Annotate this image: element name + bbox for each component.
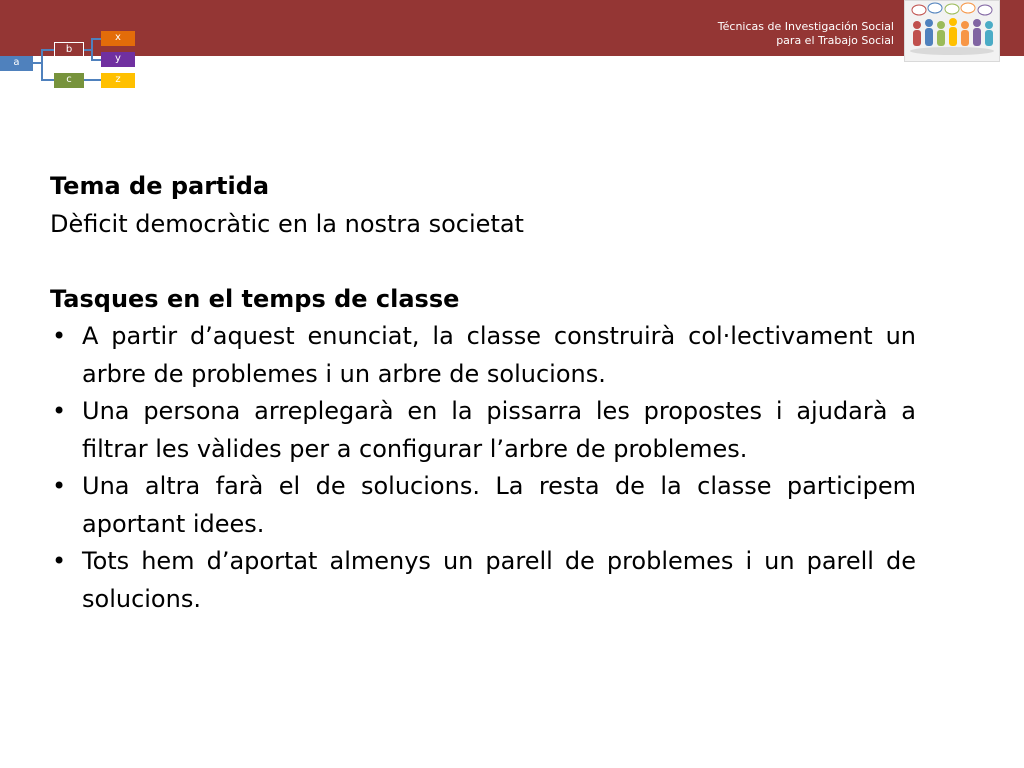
tasks-list xyxy=(50,318,916,618)
people-speech-bubbles-logo xyxy=(904,0,1000,62)
topic-heading: Tema de partida xyxy=(50,172,270,200)
list-item xyxy=(50,318,916,393)
spacer xyxy=(50,243,916,281)
bullet-icon: • xyxy=(52,472,67,500)
tree-node-a: a xyxy=(0,56,33,71)
tree-node-z: z xyxy=(101,73,135,88)
header-title xyxy=(718,20,894,48)
list-item xyxy=(50,468,916,543)
header-title-line2: para el Trabajo Social xyxy=(776,34,894,47)
tree-node-x: x xyxy=(101,31,135,46)
task-text: Una altra farà el de solucions. La resta de la classe participem aportant idees. xyxy=(82,472,916,538)
tasks-heading: Tasques en el temps de classe xyxy=(50,284,460,313)
bullet-icon: • xyxy=(52,547,67,575)
tree-node-b: b xyxy=(54,42,84,57)
task-text: A partir d’aquest enunciat, la classe construirà col·lectivament un arbre de problemes i un arbre de solucions. xyxy=(82,322,916,388)
slide-body xyxy=(50,168,916,618)
list-item xyxy=(50,393,916,468)
bullet-icon: • xyxy=(52,397,67,425)
tree-node-y: y xyxy=(101,52,135,67)
tree-node-c: c xyxy=(54,73,84,88)
task-text: Tots hem d’aportat almenys un parell de problemes i un parell de solucions. xyxy=(82,547,916,613)
header-title-line1: Técnicas de Investigación Social xyxy=(717,20,894,33)
bullet-icon: • xyxy=(52,322,67,350)
topic-text: Dèficit democràtic en la nostra societat xyxy=(50,209,524,238)
task-text: Una persona arreplegarà en la pissarra les propostes i ajudarà a filtrar les vàlides per a configurar l’arbre de problemes. xyxy=(82,397,916,463)
list-item xyxy=(50,543,916,618)
